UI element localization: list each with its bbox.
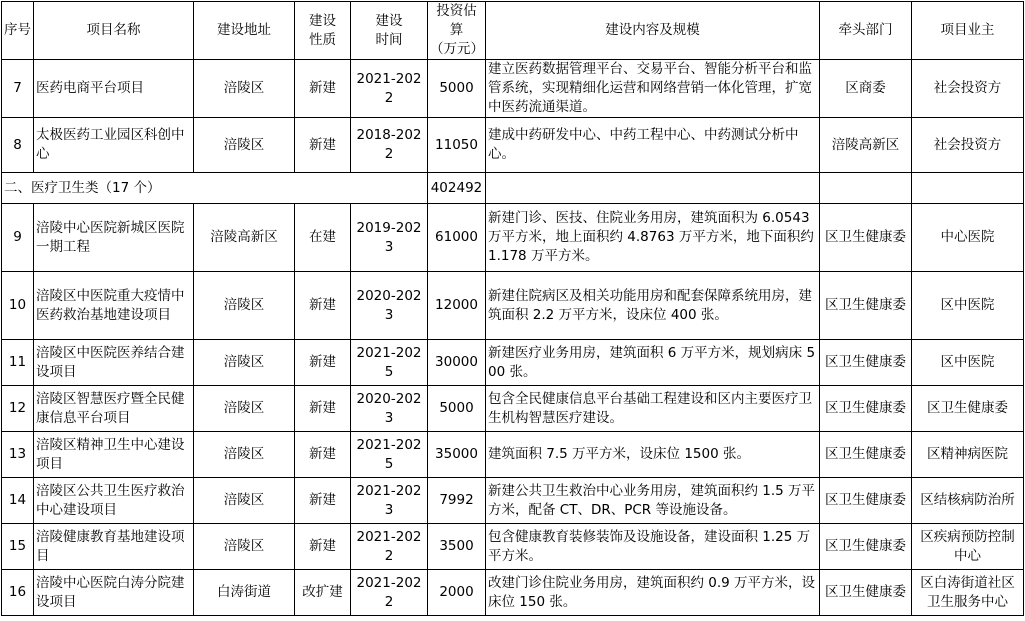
table-row bbox=[2, 570, 1024, 616]
empty-cell bbox=[820, 173, 912, 204]
cell-nature: 新建 bbox=[295, 524, 351, 570]
header-content: 建设内容及规模 bbox=[486, 2, 820, 60]
table-row bbox=[2, 118, 1024, 173]
table-row bbox=[2, 204, 1024, 272]
cell-time: 2019-2023 bbox=[351, 204, 428, 272]
cell-name: 涪陵区智慧医疗暨全民健康信息平台项目 bbox=[34, 386, 194, 432]
header-location: 建设地址 bbox=[194, 2, 295, 60]
cell-content: 新建公共卫生救治中心业务用房，建筑面积约 1.5 万平方米，配备 CT、DR、PCR 等设施设备。 bbox=[486, 478, 820, 524]
cell-name: 涪陵区中医院重大疫情中医药救治基地建设项目 bbox=[34, 272, 194, 340]
cell-location: 涪陵区 bbox=[194, 340, 295, 386]
cell-dept: 区卫生健康委 bbox=[820, 340, 912, 386]
cell-location: 涪陵区 bbox=[194, 432, 295, 478]
cell-investment: 11050 bbox=[428, 118, 486, 173]
cell-dept: 区卫生健康委 bbox=[820, 524, 912, 570]
project-table bbox=[1, 1, 1024, 616]
cell-content: 新建门诊、医技、住院业务用房，建筑面积为 6.0543 万平方米，地上面积约 4.8763 万平方米，地下面积约 1.178 万平方米。 bbox=[486, 204, 820, 272]
cell-location: 涪陵高新区 bbox=[194, 204, 295, 272]
cell-name: 涪陵中心医院白涛分院建设项目 bbox=[34, 570, 194, 616]
table-row bbox=[2, 478, 1024, 524]
cell-name: 涪陵区公共卫生医疗救治中心建设项目 bbox=[34, 478, 194, 524]
cell-nature: 新建 bbox=[295, 272, 351, 340]
cell-location: 白涛街道 bbox=[194, 570, 295, 616]
empty-cell bbox=[912, 173, 1024, 204]
cell-name: 医药电商平台项目 bbox=[34, 60, 194, 118]
cell-name: 太极医药工业园区科创中心 bbox=[34, 118, 194, 173]
cell-nature: 改扩建 bbox=[295, 570, 351, 616]
cell-name: 涪陵中心医院新城区医院一期工程 bbox=[34, 204, 194, 272]
cell-investment: 35000 bbox=[428, 432, 486, 478]
header-time: 建设 时间 bbox=[351, 2, 428, 60]
cell-investment: 3500 bbox=[428, 524, 486, 570]
cell-location: 涪陵区 bbox=[194, 386, 295, 432]
cell-owner: 区结核病防治所 bbox=[912, 478, 1024, 524]
cell-content: 新建住院病区及相关功能用房和配套保障系统用房，建筑面积 2.2 万平方米，设床位 400 张。 bbox=[486, 272, 820, 340]
cell-owner: 区中医院 bbox=[912, 272, 1024, 340]
cell-nature: 新建 bbox=[295, 340, 351, 386]
cell-nature: 新建 bbox=[295, 478, 351, 524]
cell-dept: 区卫生健康委 bbox=[820, 386, 912, 432]
header-nature: 建设 性质 bbox=[295, 2, 351, 60]
table-row bbox=[2, 272, 1024, 340]
header-owner: 项目业主 bbox=[912, 2, 1024, 60]
cell-content: 改建门诊住院业务用房，建筑面积约 0.9 万平方米，设床位 150 张。 bbox=[486, 570, 820, 616]
table-row bbox=[2, 60, 1024, 118]
cell-owner: 社会投资方 bbox=[912, 60, 1024, 118]
table-row bbox=[2, 432, 1024, 478]
category-title: 二、医疗卫生类（17 个） bbox=[2, 173, 428, 204]
cell-owner: 区中医院 bbox=[912, 340, 1024, 386]
cell-dept: 区商委 bbox=[820, 60, 912, 118]
cell-content: 建立医药数据管理平台、交易平台、智能分析平台和监管系统，实现精细化运营和网络营销一体化管理，扩宽中医药流通渠道。 bbox=[486, 60, 820, 118]
cell-name: 涪陵区精神卫生中心建设项目 bbox=[34, 432, 194, 478]
cell-seq: 8 bbox=[2, 118, 34, 173]
cell-investment: 30000 bbox=[428, 340, 486, 386]
cell-seq: 16 bbox=[2, 570, 34, 616]
cell-investment: 61000 bbox=[428, 204, 486, 272]
cell-time: 2018-2022 bbox=[351, 118, 428, 173]
cell-seq: 13 bbox=[2, 432, 34, 478]
category-investment: 402492 bbox=[428, 173, 486, 204]
cell-seq: 7 bbox=[2, 60, 34, 118]
cell-content: 包含全民健康信息平台基础工程建设和区内主要医疗卫生机构智慧医疗建设。 bbox=[486, 386, 820, 432]
cell-seq: 12 bbox=[2, 386, 34, 432]
table-header-row bbox=[2, 2, 1024, 60]
cell-seq: 9 bbox=[2, 204, 34, 272]
header-seq: 序号 bbox=[2, 2, 34, 60]
cell-time: 2021-2022 bbox=[351, 524, 428, 570]
cell-owner: 中心医院 bbox=[912, 204, 1024, 272]
cell-location: 涪陵区 bbox=[194, 524, 295, 570]
cell-investment: 12000 bbox=[428, 272, 486, 340]
cell-seq: 14 bbox=[2, 478, 34, 524]
cell-time: 2021-2023 bbox=[351, 478, 428, 524]
category-row bbox=[2, 173, 1024, 204]
cell-dept: 区卫生健康委 bbox=[820, 570, 912, 616]
table-row bbox=[2, 386, 1024, 432]
cell-seq: 11 bbox=[2, 340, 34, 386]
cell-location: 涪陵区 bbox=[194, 118, 295, 173]
cell-dept: 区卫生健康委 bbox=[820, 204, 912, 272]
cell-time: 2021-2025 bbox=[351, 432, 428, 478]
cell-owner: 区精神病医院 bbox=[912, 432, 1024, 478]
cell-time: 2020-2023 bbox=[351, 386, 428, 432]
cell-time: 2021-2022 bbox=[351, 570, 428, 616]
cell-nature: 新建 bbox=[295, 386, 351, 432]
cell-investment: 5000 bbox=[428, 386, 486, 432]
cell-owner: 区卫生健康委 bbox=[912, 386, 1024, 432]
cell-dept: 涪陵高新区 bbox=[820, 118, 912, 173]
table-row bbox=[2, 524, 1024, 570]
cell-seq: 15 bbox=[2, 524, 34, 570]
cell-investment: 7992 bbox=[428, 478, 486, 524]
cell-investment: 5000 bbox=[428, 60, 486, 118]
cell-name: 涪陵健康教育基地建设项目 bbox=[34, 524, 194, 570]
header-investment: 投资估算 （万元） bbox=[428, 2, 486, 60]
header-name: 项目名称 bbox=[34, 2, 194, 60]
cell-content: 新建医疗业务用房，建筑面积 6 万平方米，规划病床 500 张。 bbox=[486, 340, 820, 386]
cell-nature: 在建 bbox=[295, 204, 351, 272]
cell-location: 涪陵区 bbox=[194, 60, 295, 118]
cell-dept: 区卫生健康委 bbox=[820, 478, 912, 524]
cell-content: 建成中药研发中心、中药工程中心、中药测试分析中心。 bbox=[486, 118, 820, 173]
cell-location: 涪陵区 bbox=[194, 272, 295, 340]
cell-investment: 2000 bbox=[428, 570, 486, 616]
cell-content: 包含健康教育装修装饰及设施设备，建设面积 1.25 万平方米。 bbox=[486, 524, 820, 570]
cell-owner: 区白涛街道社区卫生服务中心 bbox=[912, 570, 1024, 616]
cell-owner: 区疾病预防控制中心 bbox=[912, 524, 1024, 570]
cell-owner: 社会投资方 bbox=[912, 118, 1024, 173]
header-dept: 牵头部门 bbox=[820, 2, 912, 60]
cell-nature: 新建 bbox=[295, 118, 351, 173]
cell-time: 2020-2023 bbox=[351, 272, 428, 340]
cell-seq: 10 bbox=[2, 272, 34, 340]
cell-nature: 新建 bbox=[295, 60, 351, 118]
cell-nature: 新建 bbox=[295, 432, 351, 478]
cell-location: 涪陵区 bbox=[194, 478, 295, 524]
empty-cell bbox=[486, 173, 820, 204]
cell-time: 2021-2025 bbox=[351, 340, 428, 386]
cell-time: 2021-2022 bbox=[351, 60, 428, 118]
cell-content: 建筑面积 7.5 万平方米，设床位 1500 张。 bbox=[486, 432, 820, 478]
table-row bbox=[2, 340, 1024, 386]
cell-dept: 区卫生健康委 bbox=[820, 272, 912, 340]
cell-name: 涪陵区中医院医养结合建设项目 bbox=[34, 340, 194, 386]
cell-dept: 区卫生健康委 bbox=[820, 432, 912, 478]
